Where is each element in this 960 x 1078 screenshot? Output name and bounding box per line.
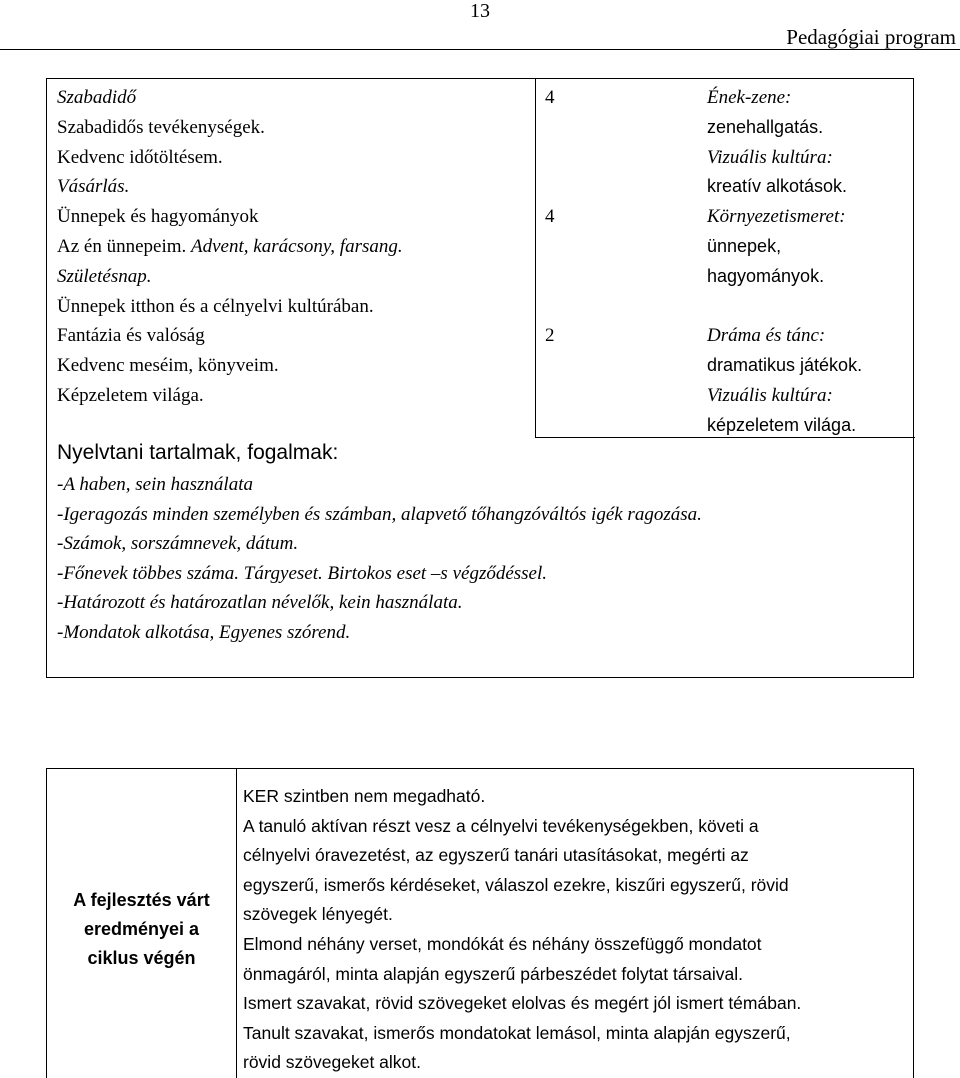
subject-name: Ének-zene: xyxy=(707,87,792,108)
topic-title: Fantázia és valóság xyxy=(57,325,205,347)
grammar-item: -Igeragozás minden személyben és számban, alapvető tőhangzóváltós igék ragozása. xyxy=(57,503,702,525)
hours-cell: 2 xyxy=(545,325,555,347)
topic-line xyxy=(57,232,403,262)
subject-name: Vizuális kultúra: xyxy=(707,146,833,168)
subject-topic: képzeletem világa. xyxy=(707,414,857,435)
label-line: A fejlesztés várt xyxy=(73,890,210,910)
page-number: 13 xyxy=(470,0,490,22)
topic-line: Születésnap. xyxy=(57,265,152,287)
outcome-line: önmagáról, minta alapján egyszerű párbeszédet folytat társaival. xyxy=(243,963,743,984)
outcome-line: A tanuló aktívan részt vesz a célnyelvi tevékenységekben, követi a xyxy=(243,815,759,836)
subject-name: Dráma és tánc: xyxy=(707,325,826,347)
topic-title: Szabadidő xyxy=(57,87,137,108)
outcomes-table xyxy=(46,768,914,1078)
subject-topic: dramatikus játékok. xyxy=(707,355,863,376)
topics-column xyxy=(57,83,403,411)
hours-column xyxy=(545,83,555,441)
spacer-line xyxy=(707,292,862,322)
topic-line: Kedvenc időtöltésem. xyxy=(57,146,223,168)
hours-cell: 4 xyxy=(545,87,555,108)
column-divider xyxy=(535,79,536,437)
topic-line: Ünnepek itthon és a célnyelvi kultúrában. xyxy=(57,295,374,317)
topic-line: Szabadidős tevékenységek. xyxy=(57,116,265,138)
subject-topic: ünnepek, xyxy=(707,235,782,256)
outcomes-label xyxy=(47,886,236,973)
topic-free-time xyxy=(57,83,403,202)
grammar-title: Nyelvtani tartalmak, fogalmak: xyxy=(57,441,339,464)
outcome-line: rövid szövegeket alkot. xyxy=(243,1052,422,1073)
running-header: Pedagógiai program xyxy=(786,25,956,49)
curriculum-table xyxy=(46,78,914,678)
subject-topic: hagyományok. xyxy=(707,265,825,286)
outcome-line: KER szintben nem megadható. xyxy=(243,786,486,806)
outcome-line: célnyelvi óravezetést, az egyszerű tanári utasításokat, megérti az xyxy=(243,845,749,866)
outcome-line: szövegek lényegét. xyxy=(243,904,393,925)
grammar-item: -Határozott és határozatlan névelők, kein használata. xyxy=(57,592,463,613)
label-line: eredményei a xyxy=(83,919,200,939)
grammar-section xyxy=(57,436,702,647)
hours-cell: 4 xyxy=(545,206,555,228)
connections-column xyxy=(707,83,862,441)
outcome-line: Elmond néhány verset, mondókát és néhány összefüggő mondatot xyxy=(243,933,762,954)
column-divider xyxy=(236,769,237,1078)
grammar-item: -Főnevek többes száma. Tárgyeset. Birtokos eset –s végződéssel. xyxy=(57,562,548,584)
subject-topic: kreatív alkotások. xyxy=(707,176,848,197)
topic-title: Ünnepek és hagyományok xyxy=(57,206,259,228)
topic-line-part: Az én ünnepeim. xyxy=(57,235,192,257)
outcome-line: Tanult szavakat, ismerős mondatokat lemásol, minta alapján egyszerű, xyxy=(243,1022,791,1043)
grammar-item: -Számok, sorszámnevek, dátum. xyxy=(57,533,299,554)
grammar-item: -A haben, sein használata xyxy=(57,474,253,495)
outcomes-text xyxy=(243,782,905,1078)
topic-line: Képzeletem világa. xyxy=(57,384,204,406)
topic-line: Vásárlás. xyxy=(57,176,130,198)
topic-line: Kedvenc meséim, könyveim. xyxy=(57,355,279,377)
outcome-line: Ismert szavakat, rövid szövegeket elolvas és megért jól ismert témában. xyxy=(243,993,802,1014)
grammar-item: -Mondatok alkotása, Egyenes szórend. xyxy=(57,621,351,643)
header-rule xyxy=(0,49,960,50)
subject-name: Vizuális kultúra: xyxy=(707,384,833,406)
outcome-line: egyszerű, ismerős kérdéseket, válaszol ezekre, kiszűri egyszerű, rövid xyxy=(243,874,789,895)
topic-line-part: Advent, karácsony, farsang. xyxy=(191,235,403,257)
topic-holidays xyxy=(57,202,403,321)
subject-topic: zenehallgatás. xyxy=(707,116,824,137)
subject-name: Környezetismeret: xyxy=(707,206,846,228)
label-line: ciklus végén xyxy=(87,948,196,968)
topic-fantasy xyxy=(57,321,403,410)
